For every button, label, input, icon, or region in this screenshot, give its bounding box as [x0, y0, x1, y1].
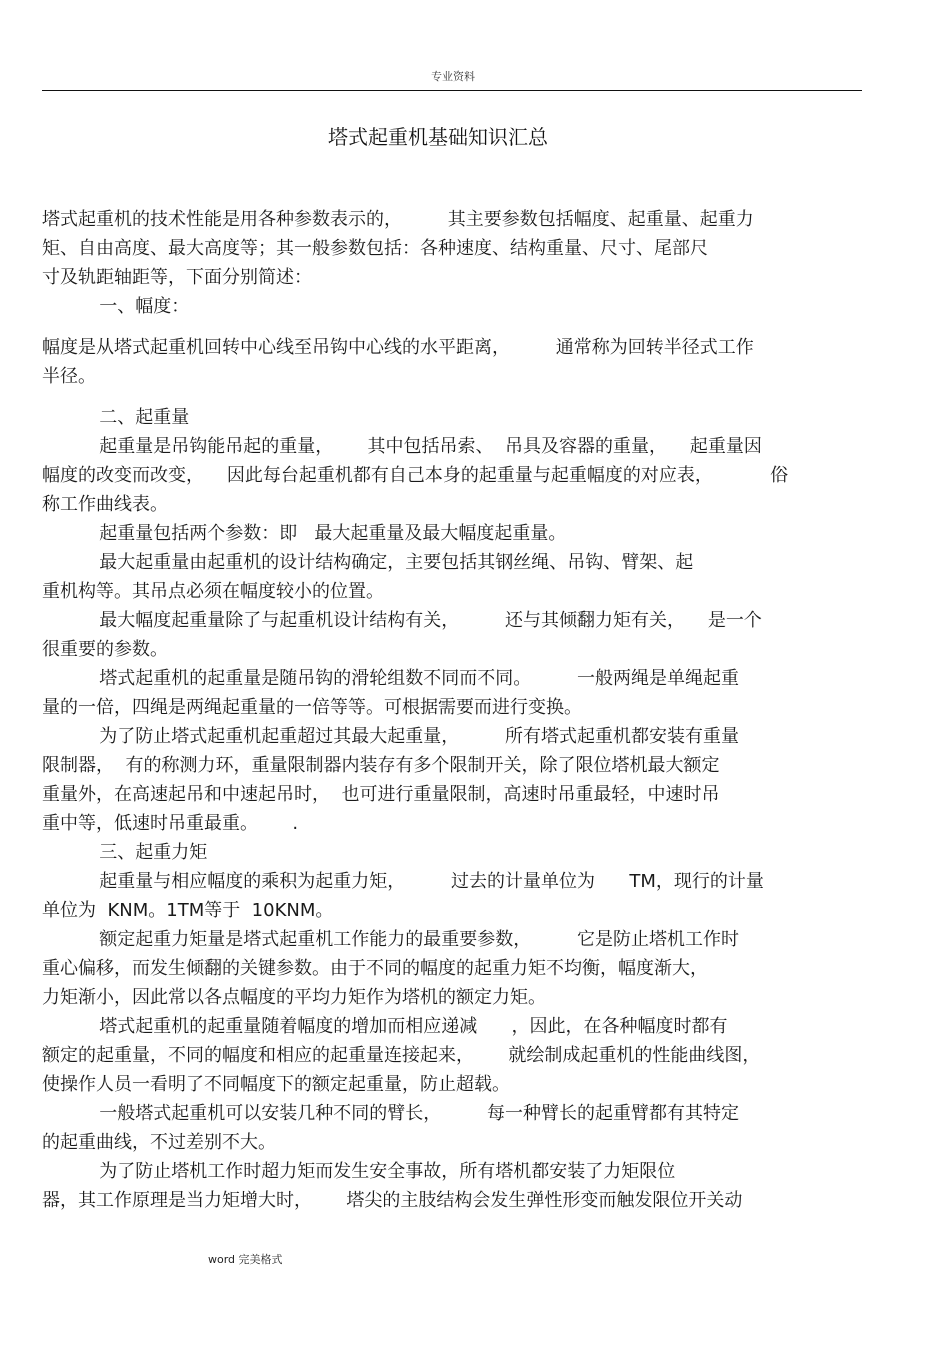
- page-header-label: 专业资料: [431, 70, 475, 83]
- body-line: 限制器， 有的称测力环，重量限制器内装存有多个限制开关，除了限位塔机最大额定: [42, 755, 720, 776]
- body-line: 为了防止塔机工作时超力矩而发生安全事故，所有塔机都安装了力矩限位: [42, 1161, 676, 1182]
- body-line: 重心偏移，而发生倾翻的关键参数。由于不同的幅度的起重力矩不均衡，幅度渐大，: [42, 958, 708, 979]
- document-title: 塔式起重机基础知识汇总: [328, 125, 548, 149]
- body-line: 为了防止塔式起重机起重超过其最大起重量， 所有塔式起重机都安装有重量: [42, 726, 739, 747]
- body-line: 使操作人员一看明了不同幅度下的额定起重量，防止超载。: [42, 1074, 510, 1095]
- body-line: 起重量包括两个参数：即 最大起重量及最大幅度起重量。: [42, 523, 567, 544]
- body-line: 最大起重量由起重机的设计结构确定，主要包括其钢丝绳、吊钩、臂架、起: [42, 552, 694, 573]
- body-line: 塔式起重机的起重量随着幅度的增加而相应递减 ，因此，在各种幅度时都有: [42, 1016, 728, 1037]
- body-line: 半径。: [42, 366, 96, 387]
- body-line: 矩、自由高度、最大高度等；其一般参数包括：各种速度、结构重量、尺寸、尾部尺: [42, 238, 708, 259]
- body-line: 塔式起重机的技术性能是用各种参数表示的， 其主要参数包括幅度、起重量、起重力: [42, 209, 754, 230]
- body-line: 很重要的参数。: [42, 639, 168, 660]
- body-line: 称工作曲线表。: [42, 494, 168, 515]
- section-heading: 三、起重力矩: [42, 842, 208, 863]
- body-line: 幅度是从塔式起重机回转中心线至吊钩中心线的水平距离， 通常称为回转半径式工作: [42, 337, 754, 358]
- body-line: 塔式起重机的起重量是随吊钩的滑轮组数不同而不同。 一般两绳是单绳起重: [42, 668, 739, 689]
- body-line: 重机构等。其吊点必须在幅度较小的位置。: [42, 581, 384, 602]
- body-line: 寸及轨距轴距等，下面分别简述：: [42, 267, 312, 288]
- body-line: 器，其工作原理是当力矩增大时， 塔尖的主肢结构会发生弹性形变而触发限位开关动: [42, 1190, 743, 1211]
- body-line: 额定起重力矩量是塔式起重机工作能力的最重要参数， 它是防止塔机工作时: [42, 929, 739, 950]
- body-line: 重量外，在高速起吊和中速起吊时， 也可进行重量限制，高速时吊重最轻，中速时吊: [42, 784, 720, 805]
- body-line: 力矩渐小，因此常以各点幅度的平均力矩作为塔机的额定力矩。: [42, 987, 546, 1008]
- body-line: 的起重曲线，不过差别不大。: [42, 1132, 276, 1153]
- body-line: 单位为 KNM。1TM等于 10KNM。: [42, 900, 334, 921]
- body-line: 最大幅度起重量除了与起重机设计结构有关， 还与其倾翻力矩有关， 是一个: [42, 610, 762, 631]
- document-body: [42, 205, 864, 1215]
- body-line: 额定的起重量，不同的幅度和相应的起重量连接起来， 就绘制成起重机的性能曲线图，: [42, 1045, 761, 1066]
- header-divider: [42, 90, 862, 91]
- body-line: 一般塔式起重机可以安装几种不同的臂长， 每一种臂长的起重臂都有其特定: [42, 1103, 739, 1124]
- section-heading: 一、幅度：: [42, 296, 190, 317]
- body-line: 幅度的改变而改变， 因此每台起重机都有自己本身的起重量与起重幅度的对应表， 俗: [42, 465, 789, 486]
- page-footer-label: word 完美格式: [208, 1253, 283, 1266]
- body-line: 重中等，低速时吊重最重。 .: [42, 813, 299, 834]
- body-line: 起重量与相应幅度的乘积为起重力矩， 过去的计量单位为 TM，现行的计量: [42, 871, 764, 892]
- body-line: 量的一倍，四绳是两绳起重量的一倍等等。可根据需要而进行变换。: [42, 697, 582, 718]
- section-heading: 二、起重量: [42, 407, 190, 428]
- body-line: 起重量是吊钩能吊起的重量， 其中包括吊索、 吊具及容器的重量， 起重量因: [42, 436, 762, 457]
